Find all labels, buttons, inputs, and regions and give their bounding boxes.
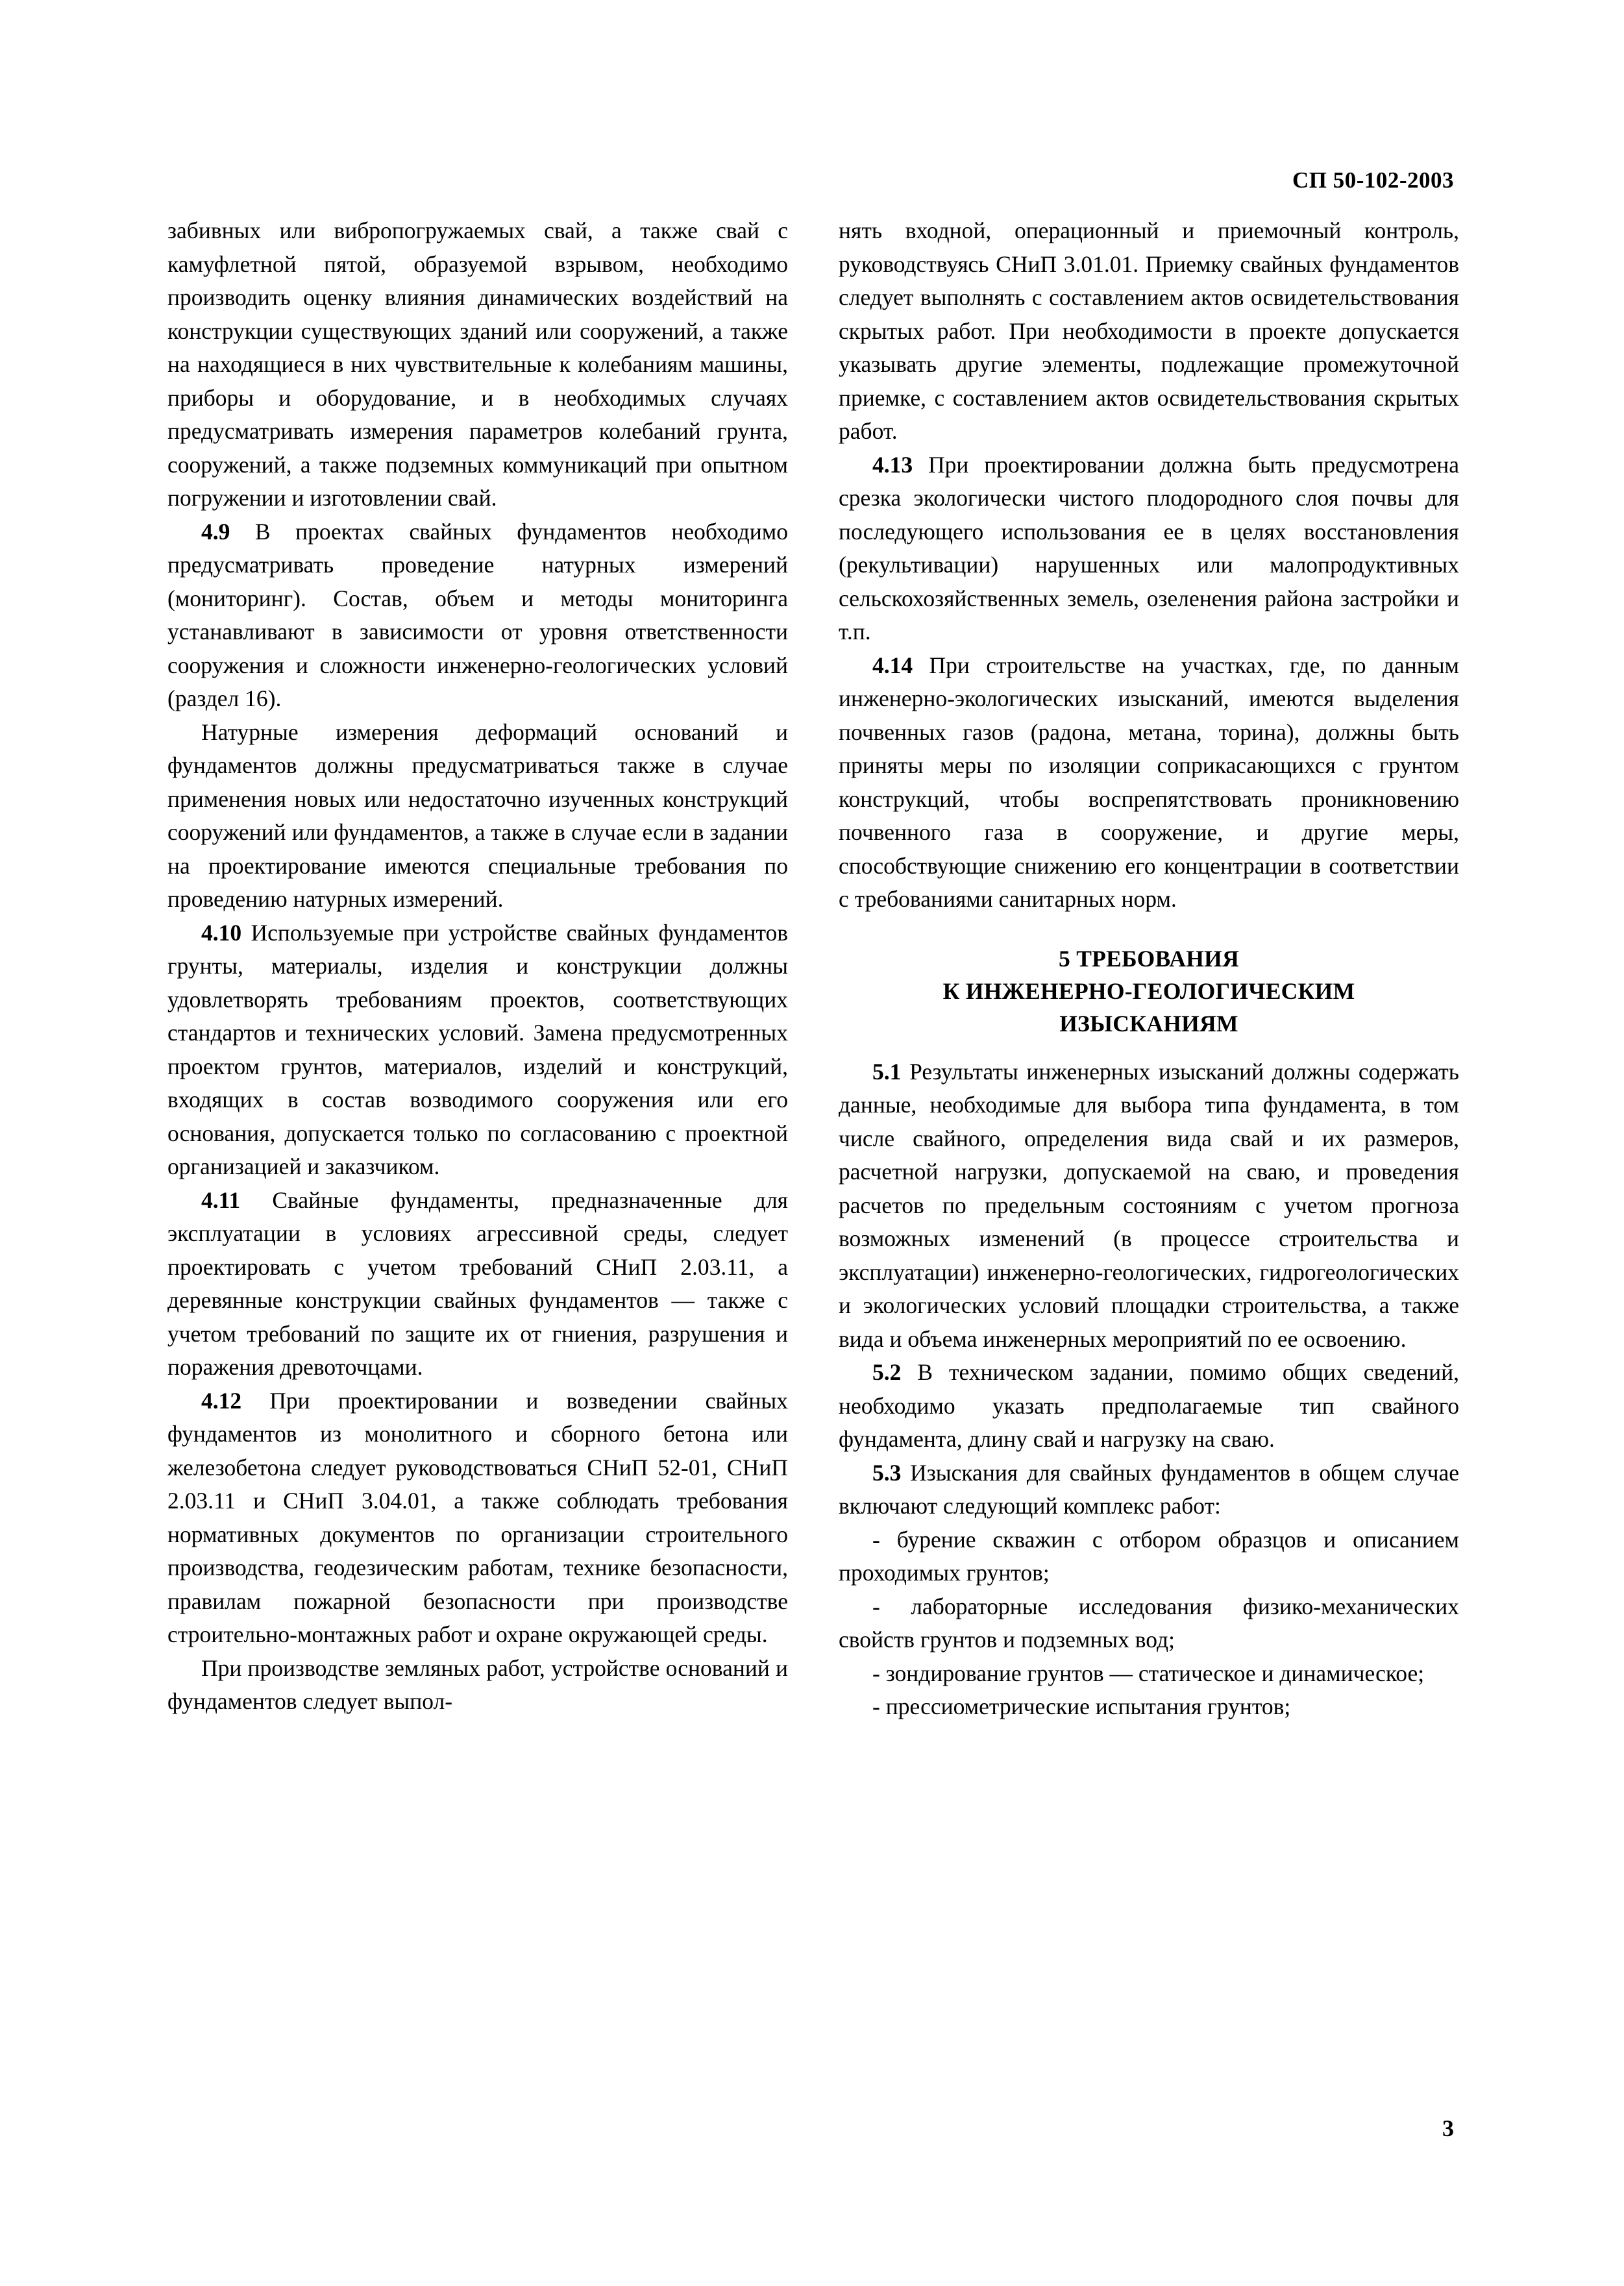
- section-heading-5: [839, 942, 1459, 1040]
- clause-number-4-12: 4.12: [201, 1387, 242, 1414]
- clause-text-4-9: В проектах свайных фундаментов необходимо предусматривать проведение натурных измерений (мониторинг). Состав, объем и методы мониторинга устанавливают в зависимости от уровня ответственности сооружения и сложности инженерно-геологических условий (раздел 16).: [167, 518, 788, 711]
- paragraph-4-11: [167, 1184, 788, 1384]
- paragraph-4-13: [839, 449, 1459, 649]
- paragraph-4-10: [167, 916, 788, 1184]
- clause-number-4-10: 4.10: [201, 919, 242, 946]
- paragraph-4-12: [167, 1384, 788, 1652]
- clause-number-5-3: 5.3: [872, 1459, 902, 1486]
- clause-number-4-11: 4.11: [201, 1186, 241, 1213]
- section-heading-line-2: К ИНЖЕНЕРНО-ГЕОЛОГИЧЕСКИМ: [942, 977, 1355, 1004]
- paragraph-5-2: [839, 1356, 1459, 1456]
- list-item: - бурение скважин с отбором образцов и описанием проходимых грунтов;: [839, 1526, 1459, 1586]
- paragraph-natural-measurements: Натурные измерения деформаций оснований и фундаментов должны предусматриваться также в случае применения новых или недостаточно изученных конструкций сооружений или фундаментов, а также в случае если в задании на проектирование имеются специальные требования по проведению натурных измерений.: [167, 719, 788, 912]
- paragraph-continuation-4-8: забивных или вибропогружаемых свай, а также свай с камуфлетной пятой, образуемой взрывом, необходимо производить оценку влияния динамических воздействий на конструкции существующих зданий или сооружений, а также на находящиеся в них чувствительные к колебаниям машины, приборы и оборудование, и в необходимых случаях предусматривать измерения параметров колебаний грунта, сооружений, а также подземных коммуникаций при опытном погружении и изготовлении свай.: [167, 217, 788, 511]
- paragraph-earthworks: При производстве земляных работ, устройстве оснований и фундаментов следует выпол-: [167, 1654, 788, 1714]
- paragraph-4-14: [839, 649, 1459, 916]
- page-header-code: СП 50-102-2003: [1292, 167, 1454, 193]
- list-item: - зондирование грунтов — статическое и динамическое;: [872, 1660, 1425, 1686]
- two-column-body: [167, 214, 1459, 1724]
- paragraph-continuation-4-12: нять входной, операционный и приемочный контроль, руководствуясь СНиП 3.01.01. Приемку свайных фундаментов следует выполнять с составлением актов освидетельствования скрытых работ. При необходимости в проекте допускается указывать другие элементы, подлежащие промежуточной приемке, с составлением актов освидетельствования скрытых работ.: [839, 217, 1459, 444]
- page-number: 3: [1442, 2115, 1454, 2141]
- section-heading-line-1: 5 ТРЕБОВАНИЯ: [1058, 945, 1240, 972]
- clause-text-4-11: Свайные фундаменты, предназначенные для эксплуатации в условиях агрессивной среды, следует проектировать с учетом требований СНиП 2.03.11, а деревянные конструкции свайных фундаментов — также с учетом требований по защите их от гниения, разрушения и поражения древоточцами.: [167, 1186, 788, 1380]
- clause-number-4-13: 4.13: [872, 451, 913, 478]
- clause-number-5-1: 5.1: [872, 1058, 902, 1085]
- paragraph-4-9: [167, 515, 788, 716]
- clause-number-5-2: 5.2: [872, 1359, 902, 1385]
- clause-text-4-13: При проектировании должна быть предусмотрена срезка экологически чистого плодородного слоя почвы для последующего использования ее в целях восстановления (рекультивации) нарушенных или малопродуктивных сельскохозяйственных земель, озеленения района застройки и т.п.: [839, 451, 1459, 645]
- paragraph-5-3: [839, 1456, 1459, 1523]
- paragraph-5-1: [839, 1055, 1459, 1357]
- right-column: [839, 214, 1459, 1724]
- list-item: - прессиометрические испытания грунтов;: [872, 1693, 1291, 1719]
- left-column: [167, 214, 788, 1724]
- clause-number-4-14: 4.14: [872, 652, 913, 678]
- clause-text-5-1: Результаты инженерных изысканий должны содержать данные, необходимые для выбора типа фундамента, в том числе свайного, определения вида свай и их размеров, расчетной нагрузки, допускаемой на сваю, и проведения расчетов по предельным состояниям с учетом прогноза возможных изменений (в процессе строительства и эксплуатации) инженерно-геологических, гидрогеологических и экологических условий площадки строительства, а также вида и объема инженерных мероприятий по ее освоению.: [839, 1058, 1460, 1352]
- list-item: - лабораторные исследования физико-механических свойств грунтов и подземных вод;: [839, 1593, 1459, 1653]
- clause-text-5-2: В техническом задании, помимо общих сведений, необходимо указать предполагаемые тип свайного фундамента, длину свай и нагрузку на сваю.: [839, 1359, 1459, 1452]
- clause-text-4-14: При строительстве на участках, где, по данным инженерно-экологических изысканий, имеются выделения почвенных газов (радона, метана, торина), должны быть приняты меры по изоляции соприкасающихся с грунтом конструкций, чтобы воспрепятствовать проникновению почвенного газа в сооружение, и другие меры, способствующие снижению его концентрации в соответствии с требованиями санитарных норм.: [839, 652, 1460, 912]
- clause-text-4-12: При проектировании и возведении свайных фундаментов из монолитного и сборного бетона или железобетона следует руководствоваться СНиП 52-01, СНиП 2.03.11 и СНиП 3.04.01, а также соблюдать требования нормативных документов по организации строительного производства, геодезическим работам, технике безопасности, правилам пожарной безопасности при производстве строительно-монтажных работ и охране окружающей среды.: [167, 1387, 788, 1647]
- section-heading-line-3: ИЗЫСКАНИЯМ: [1059, 1010, 1238, 1037]
- clause-number-4-9: 4.9: [201, 518, 230, 545]
- clause-text-4-10: Используемые при устройстве свайных фундаментов грунты, материалы, изделия и конструкции должны удовлетворять требованиям проектов, соответствующих стандартов и технических условий. Замена предусмотренных проектом грунтов, материалов, изделий и конструкций, входящих в состав возводимого сооружения или его основания, допускается только по согласованию с проектной организацией и заказчиком.: [167, 919, 788, 1179]
- clause-text-5-3: Изыскания для свайных фундаментов в общем случае включают следующий комплекс работ:: [839, 1459, 1459, 1519]
